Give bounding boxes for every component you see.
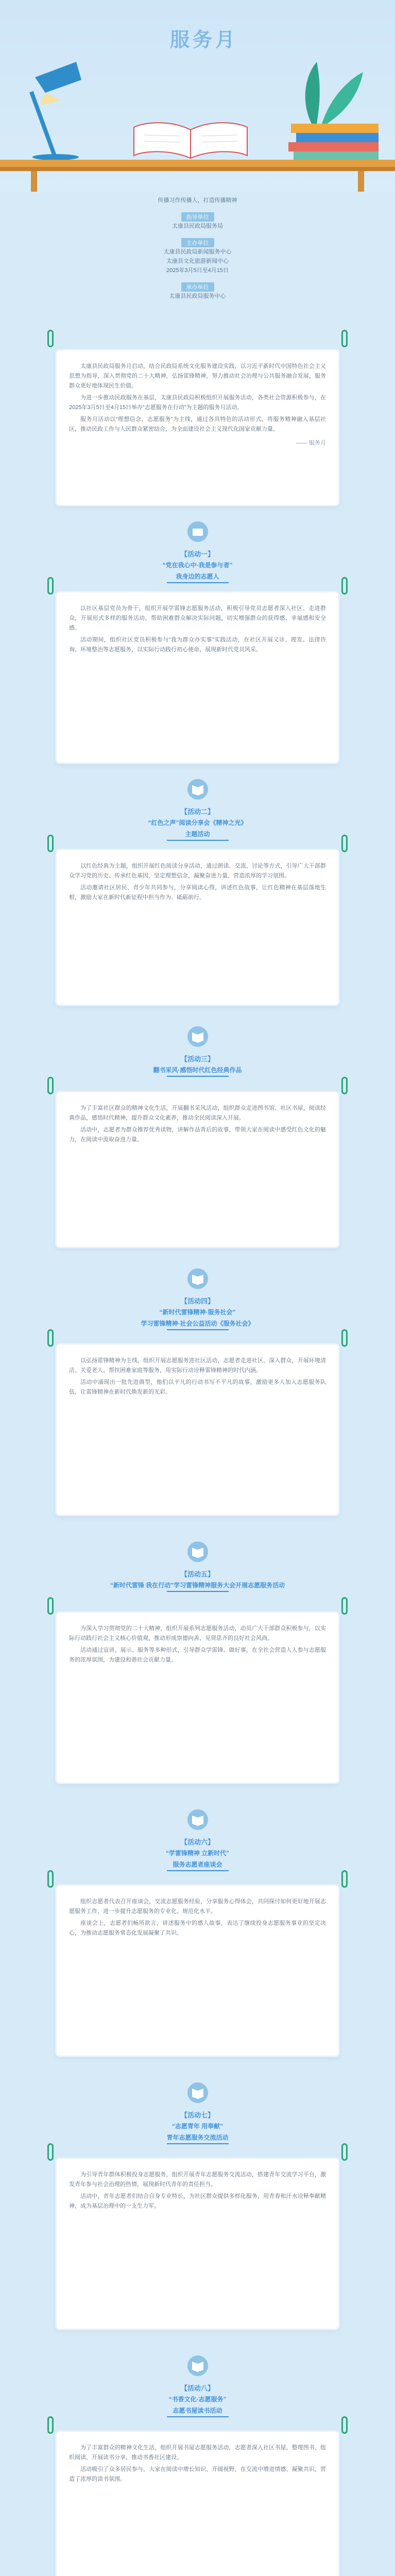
section-1-para-2: 活动期间，组织社区党员积极参与“我为群众办实事”实践活动，在社区开展义诊、理发、法律咨询、环境整治等志愿服务，以实际行动践行初心使命，展现新时代党员风采。 xyxy=(69,637,326,653)
section-8-card xyxy=(57,2432,338,2576)
clip-icon xyxy=(47,1329,54,1347)
intro-card-para-1: 太康县民政局服务月启动，结合民政局系统文化服务建设实践，以习近平新时代中国特色社会主义思想为指导，深入贯彻党的二十大精神，弘扬雷锋精神，努力推动社会治理与公共服务融合发展，服务群众更好地体现民生价值。 xyxy=(69,363,326,389)
clip-icon xyxy=(341,577,348,595)
clip-icon xyxy=(341,1870,348,1888)
section-2-label: 【活动二】 xyxy=(180,808,214,816)
book-icon xyxy=(186,1808,209,1831)
clip-icon xyxy=(47,1870,54,1888)
intro-block xyxy=(0,196,395,301)
book-icon xyxy=(186,2354,209,2377)
section-3-para-1: 为了丰富社区群众的精神文化生活，开展翻书采风活动，组织群众走进图书馆、社区书屋，阅读经典作品，感悟时代精神，提升群众文化素养，推动全民阅读深入开展。 xyxy=(69,1105,326,1121)
intro-card-para-2: 为进一步推动民政服务在基层，太康县民政局积极组织开展服务活动，各类社会资源积极参与，在2025年3月5日至4月15日举办“志愿服务在行动”为主题的服务月活动。 xyxy=(69,395,326,411)
section-5-para-1: 为深入学习贯彻党的二十大精神，组织开展系列志愿服务活动，动员广大干部群众积极参与，以实际行动践行社会主义核心价值观，推动形成崇德向善、见贤思齐的良好社会风尚。 xyxy=(69,1625,326,1641)
section-4-para-2: 活动中涌现出一批先进典型，他们以平凡的行动书写不平凡的故事，激励更多人加入志愿服务队伍，让雷锋精神在新时代焕发新的光彩。 xyxy=(69,1379,326,1395)
intro-line1: 传播习作传播人，打造传播精神 xyxy=(158,197,237,204)
intro-card xyxy=(57,350,338,505)
section-8-subtitle: 志愿书屋读书活动 xyxy=(173,2407,222,2414)
section-1-label: 【活动一】 xyxy=(180,550,214,558)
section-4-para-1: 以弘扬雷锋精神为主线，组织开展志愿服务进社区活动，志愿者走进社区、深入群众，开展环境清洁、关爱老人、帮扶困难家庭等服务，用实际行动诠释雷锋精神的时代内涵。 xyxy=(69,1358,326,1374)
book-icon xyxy=(186,2081,209,2104)
section-6-subtitle: 服务志愿者座谈会 xyxy=(173,1861,222,1868)
section-1-title: “党在我心中·我是参与者” xyxy=(162,562,233,569)
desk-leg-left xyxy=(31,171,37,192)
section-6-heading xyxy=(0,1808,395,1871)
hero-banner xyxy=(0,0,395,192)
section-5-underline xyxy=(167,1591,229,1592)
section-7-title: “志愿青年 用奉献” xyxy=(171,2123,224,2130)
section-3-heading xyxy=(0,1025,395,1077)
clip-icon xyxy=(341,2143,348,2161)
hero-title: 服务月 xyxy=(170,29,238,51)
desk-leg-right xyxy=(358,171,364,192)
intro-card-para-3: 服务月活动以“理想信念，志愿服务”为主线，通过各具特色的活动形式，将服务精神融入基层社区，推动民政工作与人民群众紧密结合，为全面建设社会主义现代化国家贡献力量。 xyxy=(69,416,326,432)
intro-line6: 太康县民政局服务中心 xyxy=(169,293,226,299)
intro-card-signature: —— 服务月 xyxy=(296,440,326,446)
section-6-para-2: 座谈会上，志愿者们畅所欲言，讲述服务中的感人故事，表达了继续投身志愿服务事业的坚定决心，为推动志愿服务常态化发展凝聚了共识。 xyxy=(69,1920,326,1936)
desk-edge xyxy=(0,167,395,171)
section-6-label: 【活动六】 xyxy=(180,1838,214,1846)
book-icon xyxy=(186,1025,209,1048)
intro-line2: 太康县民政局服务局 xyxy=(172,223,223,229)
clip-icon xyxy=(47,2143,54,2161)
section-1-card xyxy=(57,592,338,762)
section-7-subtitle: 青年志愿服务交流活动 xyxy=(166,2134,229,2141)
section-6-underline xyxy=(167,1870,229,1871)
section-5-label: 【活动五】 xyxy=(180,1570,214,1578)
section-4-subtitle: 学习雷锋精神·社会公益活动《服务社会》 xyxy=(141,1320,254,1327)
section-8-underline xyxy=(167,2416,229,2417)
section-5-card xyxy=(57,1613,338,1783)
section-7-underline xyxy=(167,2143,229,2144)
section-4-underline xyxy=(167,1329,229,1330)
intro-tag-organizer: 承办单位 xyxy=(181,282,214,292)
section-4-card xyxy=(57,1345,338,1515)
section-7-para-1: 为引导青年群体积极投身志愿服务，组织开展青年志愿服务交流活动，搭建青年交流学习平台，激发青年参与社会治理的热情，展现新时代青年的责任担当。 xyxy=(69,2172,326,2188)
section-3-para-2: 活动中，志愿者为群众推荐优秀读物，讲解作品背后的故事，带领大家在阅读中感受红色文化的魅力，在阅读中汲取奋进力量。 xyxy=(69,1127,326,1143)
clip-icon xyxy=(341,1329,348,1347)
intro-line3: 太康县民政局新闻服务中心 xyxy=(163,249,232,255)
section-5-title: “新时代雷锋 我在行动”学习雷锋精神服务大会开展志愿服务活动 xyxy=(110,1582,285,1589)
section-2-underline xyxy=(167,840,229,841)
section-4-label: 【活动四】 xyxy=(180,1297,214,1305)
section-2-para-1: 以红色经典为主题，组织开展红色阅读分享活动，通过朗读、交流、讨论等方式，引导广大干部群众学习党的历史、传承红色基因，坚定理想信念，凝聚奋进力量，营造浓厚的学习氛围。 xyxy=(69,863,326,879)
badge-icon xyxy=(186,520,209,543)
intro-line5: 2025年3月5日至4月15日 xyxy=(166,267,229,274)
section-2-subtitle: 主题活动 xyxy=(185,831,210,838)
section-5-para-2: 活动通过宣讲、展示、服务等多种形式，引导群众学雷锋、做好事，在全社会营造人人参与志愿服务的浓厚氛围，为建设和谐社会贡献力量。 xyxy=(69,1647,326,1663)
open-book-illustration xyxy=(129,120,252,161)
clip-icon xyxy=(341,1077,348,1094)
intro-tag-guidance: 指导单位 xyxy=(181,212,214,222)
clip-icon xyxy=(341,330,348,347)
book-icon xyxy=(186,778,209,801)
section-3-underline xyxy=(167,1076,229,1077)
section-4-title: “新时代雷锋精神·服务社会” xyxy=(159,1309,236,1316)
clip-icon xyxy=(47,577,54,595)
section-5-heading xyxy=(0,1540,395,1592)
clip-icon xyxy=(341,835,348,852)
section-2-para-2: 活动邀请社区居民、青少年共同参与，分享阅读心得，讲述红色故事，让红色精神在基层落地生根，激励大家在新时代新征程中担当作为、砥砺前行。 xyxy=(69,885,326,901)
book-stack-plant-illustration xyxy=(281,57,384,165)
section-7-card xyxy=(57,2159,338,2329)
section-7-heading xyxy=(0,2081,395,2144)
section-1-para-1: 以社区基层党员为骨干，组织开展学雷锋志愿服务活动，积极引导党员志愿者深入社区、走进群众，开展形式多样的服务活动，帮助困难群众解决实际问题，切实增强群众的获得感、幸福感和安全感。 xyxy=(69,605,326,631)
book-icon xyxy=(186,1267,209,1290)
section-2-heading xyxy=(0,778,395,841)
section-7-para-2: 活动中，青年志愿者们结合自身专业特长，为社区群众提供多样化服务，用青春和汗水诠释奉献精神，成为基层治理中的一支生力军。 xyxy=(69,2193,326,2209)
clip-icon xyxy=(47,835,54,852)
section-2-title: “红色之声”阅读分享会《精神之光》 xyxy=(148,819,247,826)
section-3-card xyxy=(57,1092,338,1247)
section-8-heading xyxy=(0,2354,395,2417)
section-8-para-1: 为了丰富群众的精神文化生活，组织开展书屋志愿服务活动，志愿者深入社区书屋，整理图书、组织阅读、开展读书分享，推动书香社区建设。 xyxy=(69,2445,326,2461)
book-icon xyxy=(186,1540,209,1563)
section-3-label: 【活动三】 xyxy=(180,1055,214,1063)
desk-top xyxy=(0,160,395,167)
section-8-title: “书香文化·志愿服务” xyxy=(168,2396,227,2403)
desk-lamp-illustration xyxy=(25,57,107,160)
clip-icon xyxy=(341,1597,348,1615)
section-1-underline xyxy=(167,582,229,583)
clip-icon xyxy=(47,1597,54,1615)
clip-icon xyxy=(47,2416,54,2434)
section-6-card xyxy=(57,1886,338,2056)
section-8-para-2: 活动吸引了众多居民参与，大家在阅读中增长知识、开阔视野，在交流中增进情感、凝聚共识，营造了浓厚的读书氛围。 xyxy=(69,2466,326,2482)
section-1-heading xyxy=(0,520,395,583)
clip-icon xyxy=(47,330,54,347)
section-6-title: “学雷锋精神 立新时代” xyxy=(165,1850,230,1857)
section-3-title: 翻书采风·感悟时代红色经典作品 xyxy=(153,1066,242,1074)
section-6-para-1: 组织志愿者代表召开座谈会，交流志愿服务经验，分享服务心得体会，共同探讨如何更好地开展志愿服务工作，进一步提升志愿服务的专业化、规范化水平。 xyxy=(69,1899,326,1914)
section-1-subtitle: 我身边的志愿人 xyxy=(176,573,219,580)
intro-tag-host: 主办单位 xyxy=(181,238,214,247)
clip-icon xyxy=(47,1077,54,1094)
section-7-label: 【活动七】 xyxy=(180,2111,214,2119)
clip-icon xyxy=(341,2416,348,2434)
section-4-heading xyxy=(0,1267,395,1330)
section-2-card xyxy=(57,850,338,1005)
section-8-label: 【活动八】 xyxy=(180,2384,214,2392)
intro-line4: 太康县文化旅游新闻中心 xyxy=(166,258,229,264)
